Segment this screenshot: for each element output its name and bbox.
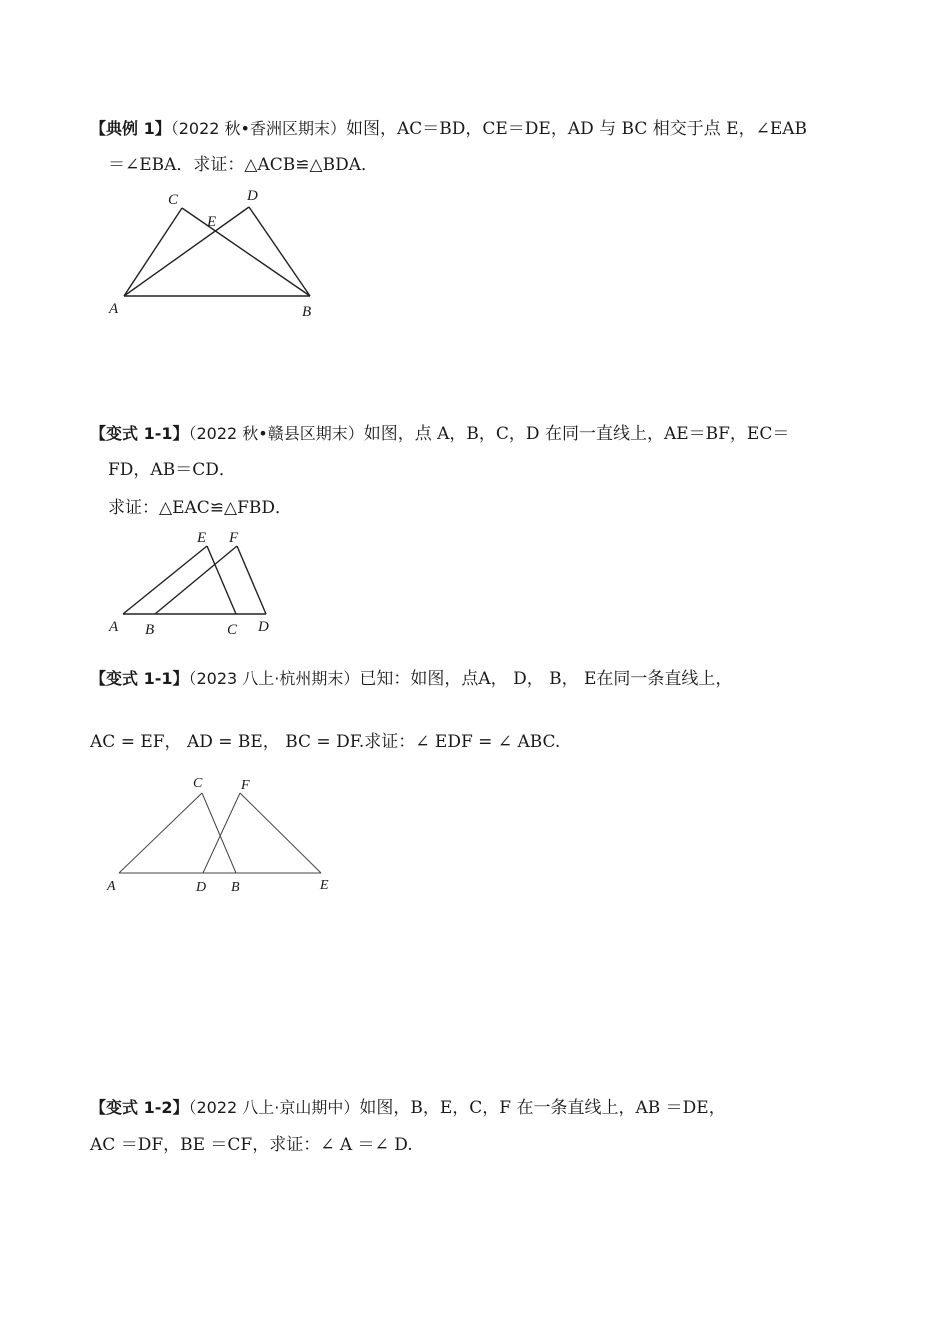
fig3-label-d: D [196,880,207,895]
problem-4-line-2: AC ＝DF，BE ＝CF，求证：∠ A ＝∠ D. [90,1135,413,1155]
problem-2-source: （2022 秋•赣县区期末） [188,424,364,443]
problem-3-statement: 已知：如图，点A， D， B， E在同一条直线上， [359,669,733,689]
problem-1-line-2: ＝∠EBA．求证：△ACB≌△BDA． [108,155,378,175]
problem-3-source: （2023 八上·杭州期末） [188,669,360,688]
fig3-label-e: E [320,878,329,893]
fig1-label-a: A [109,301,119,317]
fig2-label-d: D [258,619,269,635]
problem-4-line-1 [90,1096,726,1120]
fig1-label-d: D [247,188,258,204]
fig3-label-c: C [193,776,203,791]
problem-2-statement: 如图，点 A，B，C，D 在同一直线上，AE＝BF，EC＝ [363,424,790,444]
fig1-label-e: E [207,214,217,230]
fig2-label-a: A [109,619,119,635]
problem-3-heading: 【变式 1-1】 [90,669,189,688]
problem-1-source: （2022 秋•香洲区期末） [170,119,346,138]
fig3-label-f: F [241,778,250,793]
problem-4-source: （2022 八上·京山期中） [188,1098,360,1117]
problem-3-line-2: AC = EF， AD = BE， BC = DF.求证：∠ EDF = ∠ ABC. [90,732,561,752]
problem-4-statement: 如图，B，E，C，F 在一条直线上，AB ＝DE， [359,1098,726,1118]
fig3-label-b: B [231,880,240,895]
problem-1-statement: 如图，AC＝BD，CE＝DE，AD 与 BC 相交于点 E，∠EAB [345,119,808,139]
fig2-label-e: E [197,530,207,546]
problem-4-heading: 【变式 1-2】 [90,1098,189,1117]
fig1-label-b: B [302,304,312,320]
fig2-label-c: C [227,622,238,638]
problem-2-line-3: 求证：△EAC≌△FBD． [108,498,293,518]
fig2-label-f: F [229,530,239,546]
fig3-label-a: A [107,879,116,894]
problem-1-heading: 【典例 1】 [90,119,171,138]
problem-2-heading: 【变式 1-1】 [90,424,189,443]
problem-2-line-2: FD，AB＝CD． [108,460,236,480]
fig2-label-b: B [145,622,155,638]
fig1-label-c: C [168,192,179,208]
